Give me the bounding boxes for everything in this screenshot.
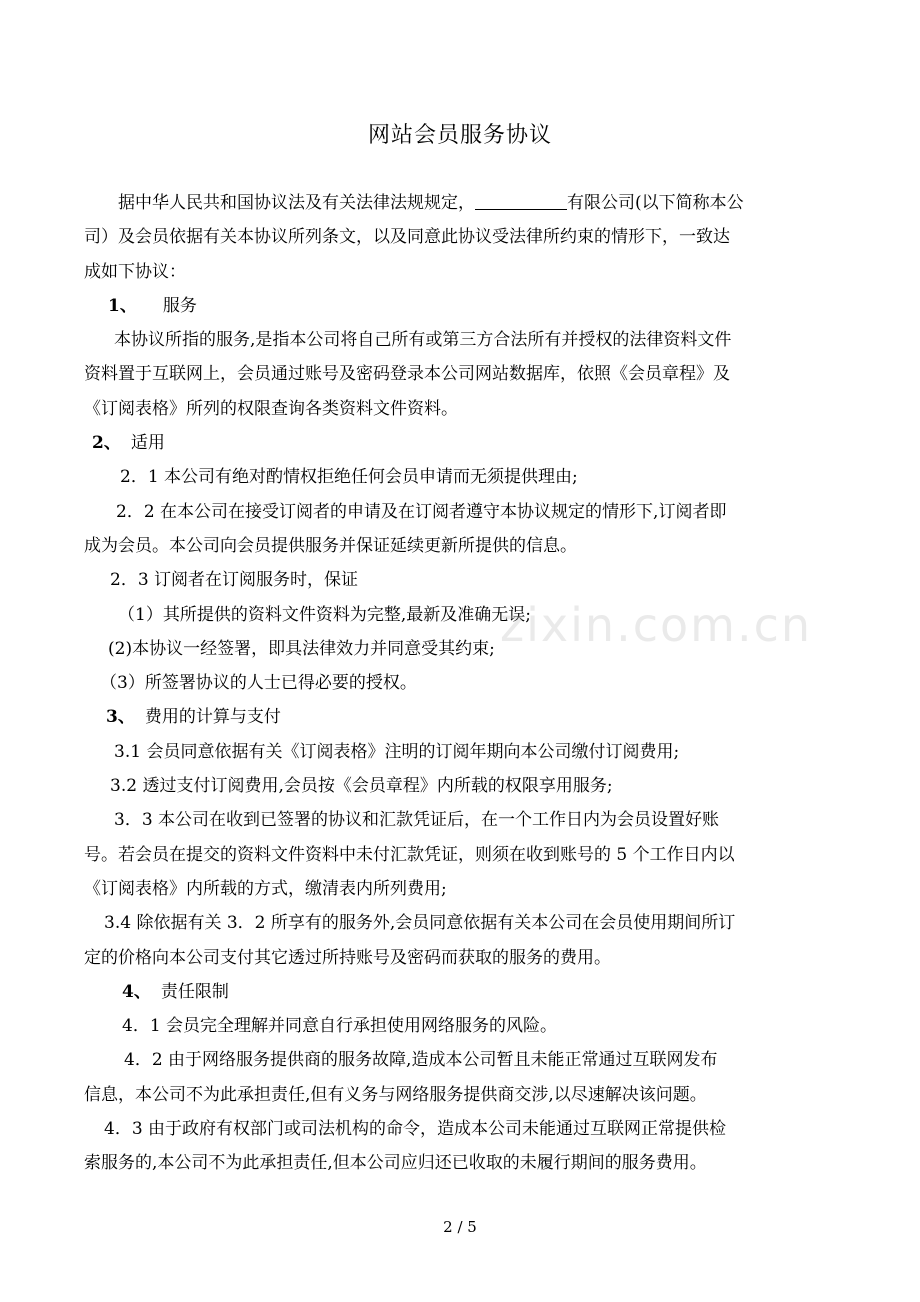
- clause-2-2-cont: 成为会员。本公司向会员提供服务并保证延续更新所提供的信息。: [84, 535, 577, 556]
- clause-2-3-item-1: （1）其所提供的资料文件资料为完整,最新及准确无误;: [118, 604, 531, 625]
- watermark: zixin.com.cn: [500, 598, 813, 652]
- intro-line-3: 成如下协议：: [84, 261, 186, 282]
- clause-2-3-item-3: （3）所签署协议的人士已得必要的授权。: [100, 673, 417, 694]
- intro-line-1: [84, 186, 836, 220]
- page-number: 2 / 5: [443, 1218, 477, 1236]
- section-title: 责任限制: [160, 981, 229, 1002]
- section-title: 费用的计算与支付: [144, 707, 281, 728]
- clause-3-4-cont: 定的价格向本公司支付其它透过所持账号及密码而获取的服务的费用。: [84, 947, 611, 968]
- clause-2-1: 2．1 本公司有绝对酌情权拒绝任何会员申请而无须提供理由;: [120, 467, 578, 488]
- section-1-heading: [84, 289, 836, 323]
- paragraph-line: 本协议所指的服务,是指本公司将自己所有或第三方合法所有并授权的法律资料文件: [114, 330, 732, 351]
- clause-2-3-item-2: (2)本协议一经签署，即具法律效力并同意受其约束;: [108, 638, 495, 659]
- clause-4-2: 4．2 由于网络服务提供商的服务故障,造成本公司暂且未能正常通过互联网发布: [124, 1050, 718, 1071]
- clause-3-4: 3.4 除依据有关 3．2 所享有的服务外,会员同意依据有关本公司在会员使用期间所订: [104, 913, 736, 934]
- paragraph-line: 资料置于互联网上，会员通过账号及密码登录本公司网站数据库，依照《会员章程》及: [84, 364, 730, 385]
- company-name-blank: [475, 187, 567, 210]
- clause-3-1: 3.1 会员同意依据有关《订阅表格》注明的订阅年期向本公司缴付订阅费用;: [114, 741, 680, 762]
- clause-3-2: 3.2 透过支付订阅费用,会员按《会员章程》内所载的权限享用服务;: [110, 776, 613, 797]
- clause-4-3: 4．3 由于政府有权部门或司法机构的命令，造成本公司未能通过互联网正常提供检: [104, 1119, 727, 1140]
- intro-text: 据中华人民共和国协议法及有关法律法规规定，: [118, 193, 475, 213]
- section-number: 3、: [106, 707, 135, 728]
- clause-3-3-cont: 号。若会员在提交的资料文件资料中未付汇款凭证，则须在收到账号的 5 个工作日内以: [84, 844, 735, 865]
- clause-3-3-cont: 《订阅表格》内所载的方式，缴清表内所列费用;: [84, 878, 447, 899]
- section-2-heading: [84, 426, 836, 460]
- section-number: 2、: [92, 433, 121, 454]
- section-title: 适用: [130, 433, 165, 454]
- intro-line-2: 司）及会员依据有关本协议所列条文，以及同意此协议受法律所约束的情形下，一致达: [84, 227, 730, 248]
- clause-3-3: 3．3 本公司在收到已签署的协议和汇款凭证后，在一个工作日内为会员设置好账: [114, 810, 720, 831]
- section-number: 1、: [108, 295, 137, 316]
- document-body: [84, 186, 836, 1181]
- paragraph-line: 《订阅表格》所列的权限查询各类资料文件资料。: [84, 398, 458, 419]
- section-4-heading: [84, 975, 836, 1009]
- clause-2-2: 2．2 在本公司在接受订阅者的申请及在订阅者遵守本协议规定的情形下,订阅者即: [116, 501, 727, 522]
- page-title: 网站会员服务协议: [367, 123, 552, 148]
- clause-4-2-cont: 信息，本公司不为此承担责任,但有义务与网络服务提供商交涉,以尽速解决该问题。: [84, 1084, 707, 1105]
- clause-4-1: 4．1 会员完全理解并同意自行承担使用网络服务的风险。: [122, 1016, 558, 1037]
- section-number: 4、: [122, 981, 151, 1002]
- clause-2-3: 2．3 订阅者在订阅服务时，保证: [110, 570, 359, 591]
- clause-4-3-cont: 索服务的,本公司不为此承担责任,但本公司应归还已收取的未履行期间的服务费用。: [84, 1153, 707, 1174]
- intro-text: 有限公司(以下简称本公: [567, 193, 744, 213]
- section-title: 服务: [162, 295, 197, 316]
- section-3-heading: [84, 700, 836, 734]
